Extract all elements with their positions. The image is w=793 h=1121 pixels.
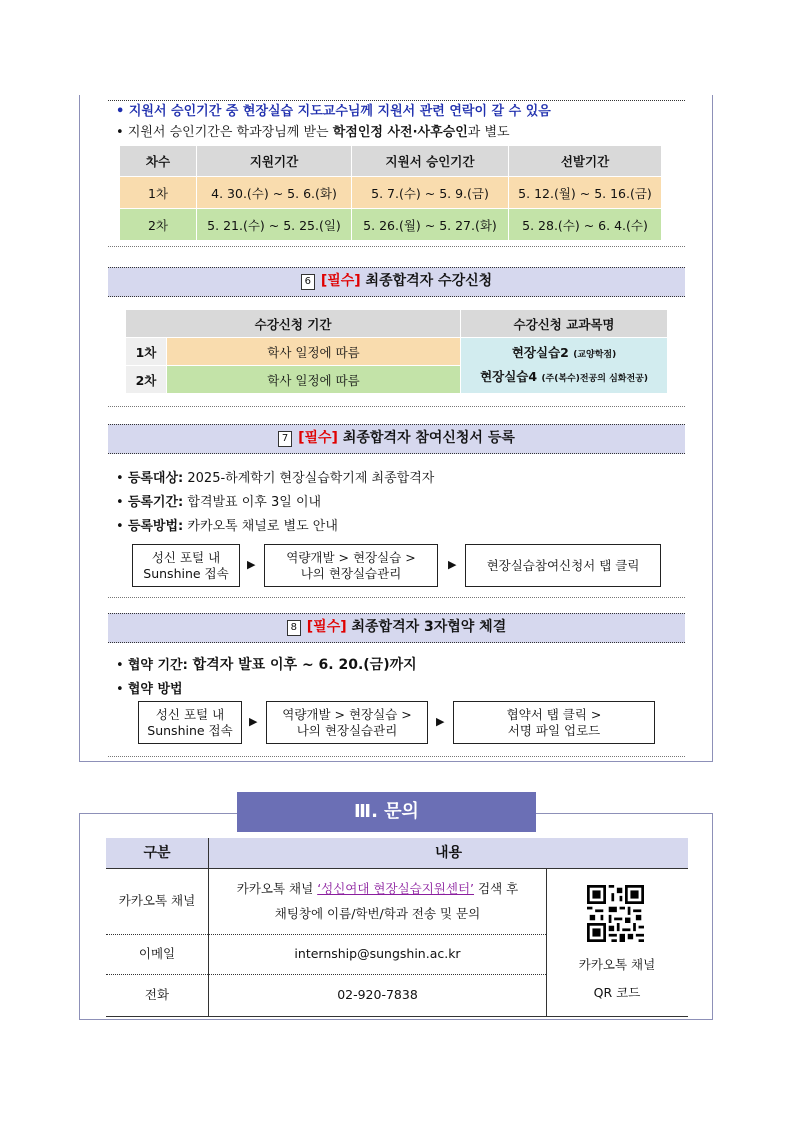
inquiry-table [106, 838, 688, 1017]
flow-step-tab: 현장실습참여신청서 탭 클릭 [465, 544, 661, 587]
arrow-icon: ▶ [247, 558, 256, 571]
table-row: 2차 학사 일정에 따름 [126, 366, 668, 394]
section-8-title: 8 [필수] 최종합격자 3자협약 체결 [108, 613, 685, 643]
register-target: • 등록대상: 2025-하계학기 현장실습학기제 최종합격자 [116, 471, 435, 486]
note-approval-separate: • 지원서 승인기간은 학과장님께 받는 학점인정 사전·사후승인과 별도 [116, 125, 510, 140]
arrow-icon: ▶ [249, 715, 258, 728]
divider [108, 246, 685, 247]
register-method: • 등록방법: 카카오톡 채널로 별도 안내 [116, 519, 338, 534]
table-row: 1차 4. 30.(수) ~ 5. 6.(화) 5. 7.(수) ~ 5. 9.(금) 5. 12.(월) ~ 5. 16.(금) [120, 177, 662, 209]
header-cell: 차수 [120, 146, 197, 177]
qr-caption: 카카오톡 채널 QR 코드 [578, 957, 656, 1000]
kakao-channel-link[interactable]: ‘성신여대 현장실습지원센터’ [317, 881, 475, 896]
divider [108, 756, 685, 757]
flow-step-portal: 성신 포털 내 Sunshine 접속 [132, 544, 240, 587]
table-row: 2차 5. 21.(수) ~ 5. 25.(일) 5. 26.(월) ~ 5. 27.(화) 5. 28.(수) ~ 6. 4.(수) [120, 209, 662, 241]
schedule-table [119, 145, 662, 241]
flow-step-menu: 역량개발 > 현장실습 > 나의 현장실습관리 [266, 701, 428, 744]
table-row: 1차 학사 일정에 따름 현장실습2 (교양학점) 현장실습4 (주(복수)전공의 심화전공) [126, 338, 668, 366]
header-cell: 구분 [106, 838, 208, 868]
email-label: 이메일 [138, 946, 176, 961]
divider [108, 597, 685, 598]
phone-label: 전화 [144, 987, 170, 1002]
arrow-icon: ▶ [436, 715, 445, 728]
header-cell: 수강신청 기간 [126, 310, 461, 338]
email-value[interactable]: internship@sungshin.ac.kr [294, 946, 461, 961]
flow-step-menu: 역량개발 > 현장실습 > 나의 현장실습관리 [264, 544, 438, 587]
flow-step-portal: 성신 포털 내 Sunshine 접속 [138, 701, 242, 744]
kakao-content: 카카오톡 채널 ‘성신여대 현장실습지원센터’ 검색 후 채팅창에 이름/학번/학과 전송 및 문의 [236, 881, 519, 921]
arrow-icon: ▶ [448, 558, 457, 571]
phone-value: 02-920-7838 [337, 987, 418, 1002]
divider [108, 406, 685, 407]
course-registration-table [125, 309, 668, 394]
inquiry-banner: Ⅲ. 문의 [237, 792, 536, 832]
register-period: • 등록기간: 합격발표 이후 3일 이내 [116, 495, 322, 510]
agreement-method: • 협약 방법 [116, 682, 183, 697]
flow-step-agreement: 협약서 탭 클릭 > 서명 파일 업로드 [453, 701, 655, 744]
header-cell: 지원서 승인기간 [352, 146, 509, 177]
header-cell: 선발기간 [509, 146, 662, 177]
qr-code-icon[interactable] [587, 885, 644, 942]
header-cell: 지원기간 [197, 146, 352, 177]
course-names: 현장실습2 (교양학점) 현장실습4 (주(복수)전공의 심화전공) [461, 338, 668, 394]
kakao-label: 카카오톡 채널 [118, 893, 196, 908]
agreement-period: • 협약 기간: 합격자 발표 이후 ~ 6. 20.(금)까지 [116, 657, 417, 673]
header-cell: 수강신청 교과목명 [461, 310, 668, 338]
note-contact-warning: • 지원서 승인기간 중 현장실습 지도교수님께 지원서 관련 연락이 갈 수 있음 [116, 104, 551, 119]
section-6-title: 6 [필수] 최종합격자 수강신청 [108, 267, 685, 297]
header-cell: 내용 [209, 838, 688, 868]
section-7-title: 7 [필수] 최종합격자 참여신청서 등록 [108, 424, 685, 454]
